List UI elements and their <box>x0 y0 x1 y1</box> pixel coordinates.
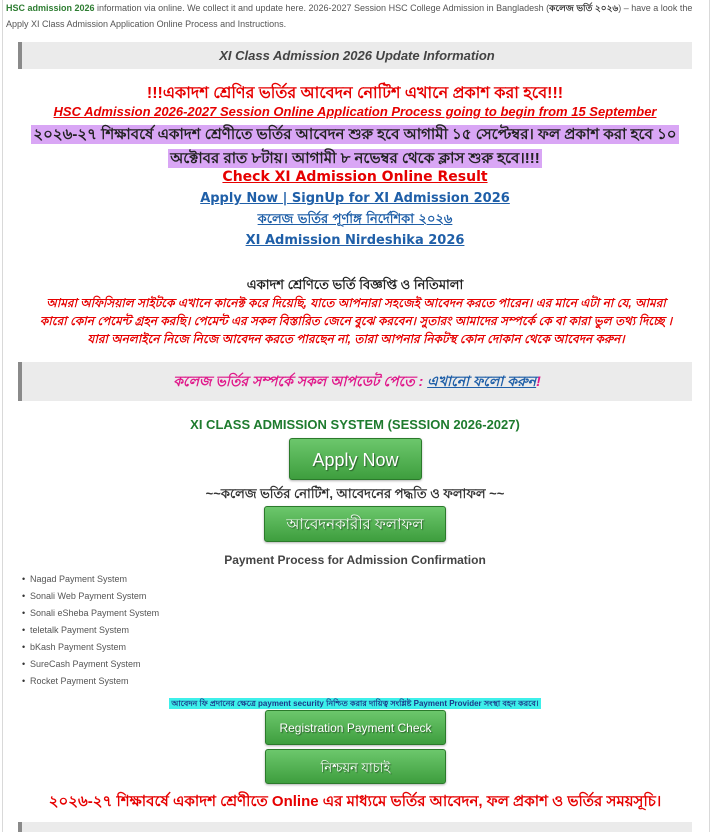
security-note: আবেদন ফি প্রদানের ক্ষেত্রে payment security নিশ্চিত করার দায়িত্ব সংশ্লিষ্ট Payment Provider সংস্থা বহন করবে। <box>171 699 539 708</box>
rules-heading-text: একাদশ শ্রেণিতে ভর্তি বিজ্ঞপ্তি ও নিতিমালা <box>246 277 464 292</box>
notice-line: ~~কলেজ ভর্তির নোটিশ, আবেদনের পদ্ধতি ও ফলাফল ~~ <box>205 486 505 501</box>
intro-text-b: ) – have a look the Apply XI Class Admission Application Online Process and Instructions. <box>6 3 693 29</box>
rules-line2: কারো কোন পেমেন্ট গ্রহন করছি। পেমেন্ট এর সকল বিস্তারিত জেনে বুঝে করবেন। সুতারং আমাদের সম্পর্কে কে বা কারা ভুল তথ্য দিচ্ছে । <box>39 314 673 328</box>
registration-payment-check-button[interactable]: Registration Payment Check <box>265 710 446 745</box>
follow-box <box>18 362 692 401</box>
check-result-link[interactable]: Check XI Admission Online Result <box>222 169 488 185</box>
payment-item-sonali-web: • Sonali Web Payment System <box>22 588 159 605</box>
system-title: XI CLASS ADMISSION SYSTEM (SESSION 2026-2027) <box>190 417 520 432</box>
notice-line-row <box>10 485 700 506</box>
apply-signup-row <box>10 189 700 207</box>
apply-signup-link[interactable]: Apply Now | SignUp for XI Admission 2026 <box>200 191 510 206</box>
next-section-box <box>18 822 692 832</box>
security-note-row <box>10 693 700 711</box>
intro-bangla: কলেজ ভর্তি ২০২৬ <box>549 3 619 13</box>
schedule-row <box>10 790 700 815</box>
follow-row <box>22 362 692 401</box>
confirmation-check-button[interactable]: নিশ্চয়ন যাচাই <box>265 749 446 784</box>
intro-highlight-link[interactable]: HSC admission 2026 <box>6 3 95 13</box>
update-info-title: XI Class Admission 2026 Update Information <box>219 48 495 63</box>
intro-text-a: information via online. We collect it and update here. 2026-2027 Session HSC College Admission in Bangladesh ( <box>94 3 550 13</box>
apply-now-button[interactable]: Apply Now <box>289 438 422 480</box>
guide-bangla-row <box>10 210 700 231</box>
rules-text <box>6 294 706 348</box>
payment-item-teletalk: • teletalk Payment System <box>22 622 159 639</box>
guide-bangla-link[interactable]: কলেজ ভর্তির পূর্ণাঙ্গ নির্দেশিকা ২০২৬ <box>257 212 453 227</box>
payment-item-surecash: • SureCash Payment System <box>22 656 159 673</box>
follow-suffix: ! <box>536 373 541 389</box>
check-result-row <box>10 168 700 186</box>
follow-text: কলেজ ভর্তির সম্পর্কে সকল আপডেট পেতে : <box>173 373 428 389</box>
payment-item-nagad: • Nagad Payment System <box>22 571 159 588</box>
nirdeshika-row <box>10 231 700 249</box>
rules-line1: আমরা অফিসিয়াল সাইটকে এখানে কানেক্ট করে দিয়েছি, যাতে আপনারা সহজেই আবেদন করতে পারেন। এর মানে এটা না যে, আমরা <box>46 296 666 310</box>
applicant-result-button[interactable]: আবেদনকারীর ফলাফল <box>264 506 446 542</box>
payment-heading: Payment Process for Admission Confirmation <box>224 553 486 567</box>
process-link-row <box>10 103 700 121</box>
payment-item-sonali-esheba: • Sonali eSheba Payment System <box>22 605 159 622</box>
nirdeshika-link[interactable]: XI Admission Nirdeshika 2026 <box>245 233 465 248</box>
payment-list <box>22 571 159 690</box>
purple-notice-line1: ২০২৬-২৭ শিক্ষাবর্ষে একাদশ শ্রেণীতে ভর্তির আবেদন শুরু হবে আগামী ১৫ সেপ্টেম্বর। ফল প্রকাশ করা হবে ১০ <box>33 126 677 143</box>
intro-paragraph <box>6 0 706 32</box>
schedule-text: ২০২৬-২৭ শিক্ষাবর্ষে একাদশ শ্রেণীতে Online এর মাধ্যমে ভর্তির আবেদন, ফল প্রকাশ ও ভর্তির সময়সূচি। <box>48 793 662 810</box>
purple-notice <box>10 123 700 171</box>
follow-link[interactable]: এখানো ফলো করুন <box>427 373 537 389</box>
payment-heading-row <box>10 551 700 569</box>
update-info-box <box>18 42 692 69</box>
purple-notice-line2: অক্টোবর রাত ৮টায়। আগামী ৮ নভেম্বর থেকে ক্লাস শুরু হবে।!!! <box>170 150 540 167</box>
process-link[interactable]: HSC Admission 2026-2027 Session Online Application Process going to begin from 15 September <box>53 104 657 119</box>
bangla-notice-text: !!!একাদশ শ্রেণির ভর্তির আবেদন নোটিশ এখানে প্রকাশ করা হবে!!! <box>146 85 564 102</box>
payment-item-rocket: • Rocket Payment System <box>22 673 159 690</box>
system-title-row <box>10 416 700 434</box>
rules-line3: যারা অনলাইনে নিজে নিজে আবেদন করতে পারছেন না, তারা আপনার নিকটস্থ কোন দোকান থেকে আবেদন করুন। <box>87 332 625 346</box>
payment-item-bkash: • bKash Payment System <box>22 639 159 656</box>
